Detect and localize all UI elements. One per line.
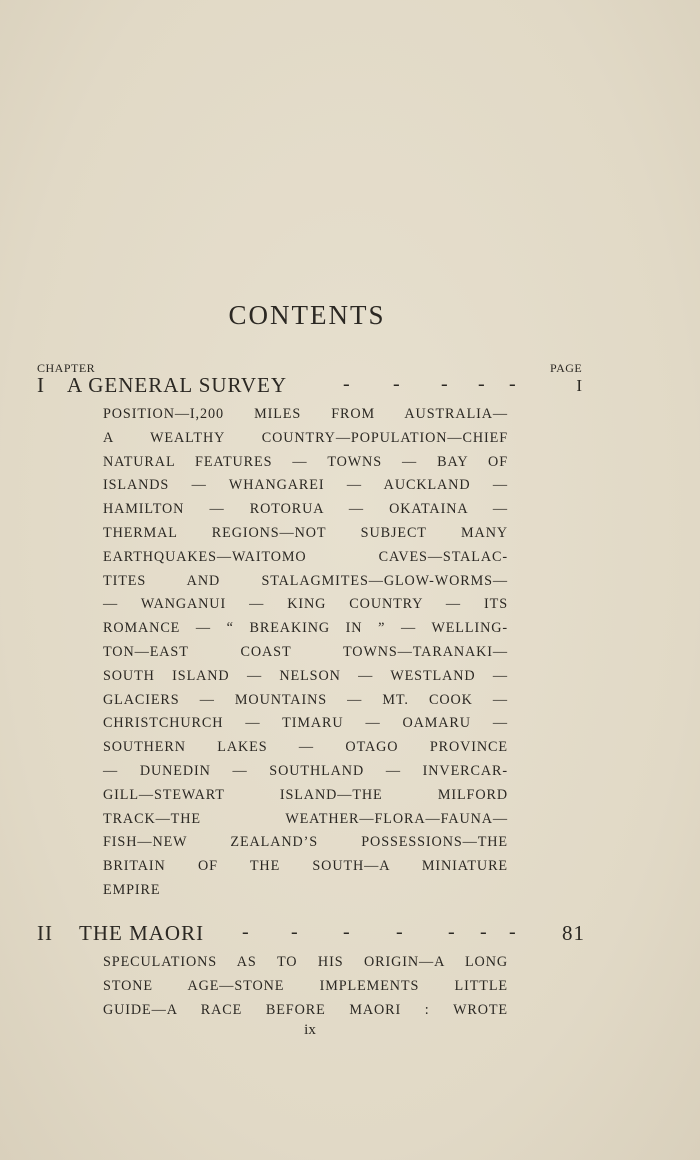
summary-line: STONE AGE—STONE IMPLEMENTS LITTLE: [103, 977, 508, 994]
summary-line: EMPIRE: [103, 881, 161, 898]
chapter-column-label: CHAPTER: [37, 361, 96, 375]
dot-leader: -: [343, 921, 351, 943]
summary-line: SOUTH ISLAND — NELSON — WESTLAND —: [103, 667, 508, 684]
summary-line: POSITION—I,200 MILES FROM AUSTRALIA—: [103, 406, 508, 422]
summary-line: SPECULATIONS AS TO HIS ORIGIN—A LONG: [103, 954, 508, 970]
dot-leader: -: [242, 921, 250, 943]
chapter-title: THE MAORI: [79, 921, 205, 945]
summary-line: HAMILTON — ROTORUA — OKATAINA —: [103, 501, 508, 518]
chapter-summary: [103, 403, 508, 903]
dot-leader: -: [343, 373, 351, 395]
summary-line: TRACK—THE WEATHER—FLORA—FAUNA—: [103, 810, 508, 827]
page-number: I: [576, 376, 583, 395]
dot-leader: -: [396, 921, 404, 943]
summary-line: BRITAIN OF THE SOUTH—A MINIATURE: [103, 858, 508, 875]
chapter-entry-1: [37, 373, 587, 903]
page-title: CONTENTS: [228, 300, 386, 330]
summary-line: ISLANDS — WHANGAREI — AUCKLAND —: [103, 477, 508, 494]
chapter-number: I: [37, 373, 45, 397]
summary-line: EARTHQUAKES—WAITOMO CAVES—STALAC-: [103, 548, 508, 565]
folio-page-number: ix: [304, 1022, 316, 1038]
summary-line: ROMANCE — “ BREAKING IN ” — WELLING-: [103, 620, 508, 637]
chapter-heading-line: [37, 921, 587, 949]
summary-line: THERMAL REGIONS—NOT SUBJECT MANY: [103, 524, 508, 541]
dot-leader: -: [393, 373, 401, 395]
chapter-number: II: [37, 921, 53, 945]
summary-line: SOUTHERN LAKES — OTAGO PROVINCE: [103, 739, 508, 756]
chapter-entry-2: [37, 921, 587, 1022]
summary-line: TITES AND STALAGMITES—GLOW-WORMS—: [103, 572, 508, 589]
summary-line: — DUNEDIN — SOUTHLAND — INVERCAR-: [103, 762, 508, 779]
summary-line: CHRISTCHURCH — TIMARU — OAMARU —: [103, 715, 508, 732]
summary-line: A WEALTHY COUNTRY—POPULATION—CHIEF: [103, 429, 508, 446]
chapter-summary: [103, 951, 508, 1022]
summary-line: TON—EAST COAST TOWNS—TARANAKI—: [103, 643, 508, 660]
dot-leader: -: [448, 921, 456, 943]
summary-line: — WANGANUI — KING COUNTRY — ITS: [103, 596, 508, 613]
summary-line: GLACIERS — MOUNTAINS — MT. COOK —: [103, 691, 508, 708]
summary-line: GUIDE—A RACE BEFORE MAORI : WROTE: [103, 1001, 508, 1018]
dot-leader: -: [480, 921, 488, 943]
dot-leader: -: [509, 921, 517, 943]
summary-line: GILL—STEWART ISLAND—THE MILFORD: [103, 786, 508, 803]
summary-line: FISH—NEW ZEALAND’S POSSESSIONS—THE: [103, 834, 508, 851]
dot-leader: -: [478, 373, 486, 395]
summary-line: NATURAL FEATURES — TOWNS — BAY OF: [103, 453, 508, 470]
dot-leader: -: [509, 373, 517, 395]
chapter-title: A GENERAL SURVEY: [67, 373, 288, 397]
chapter-heading-line: [37, 373, 587, 401]
page-number: 81: [562, 921, 585, 945]
dot-leader: -: [291, 921, 299, 943]
page-column-label: PAGE: [550, 361, 583, 375]
dot-leader: -: [441, 373, 449, 395]
